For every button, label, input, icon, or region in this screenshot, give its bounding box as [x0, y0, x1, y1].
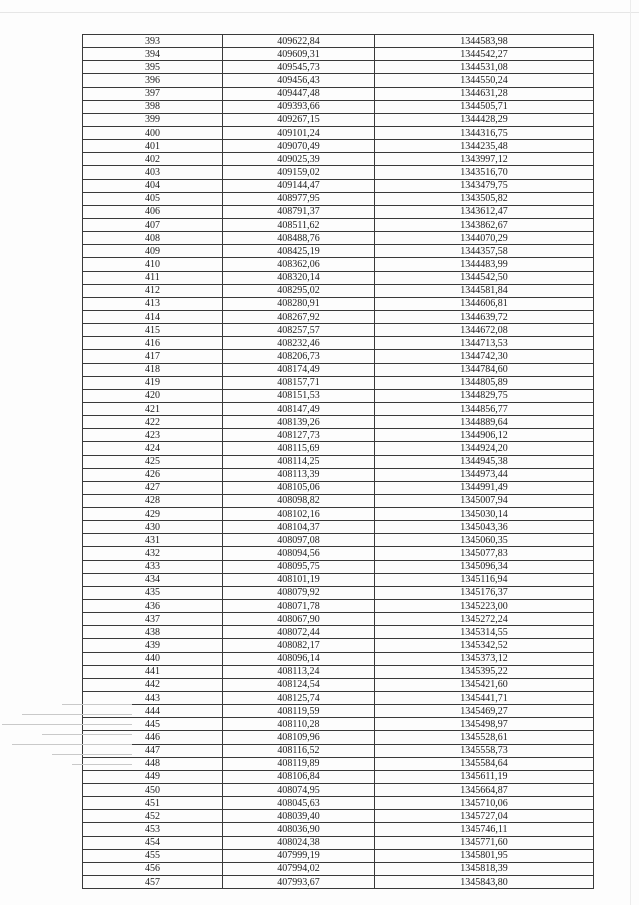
y-coordinate-cell: 1344235,48 — [375, 140, 594, 153]
y-coordinate-cell: 1343997,12 — [375, 153, 594, 166]
y-coordinate-cell: 1344316,75 — [375, 126, 594, 139]
point-number-cell: 407 — [83, 218, 223, 231]
table-row — [83, 324, 594, 337]
point-number-cell: 444 — [83, 705, 223, 718]
x-coordinate-cell: 408113,24 — [223, 665, 375, 678]
table-row — [83, 100, 594, 113]
y-coordinate-cell: 1344542,27 — [375, 48, 594, 61]
point-number-cell: 429 — [83, 508, 223, 521]
x-coordinate-cell: 408511,62 — [223, 218, 375, 231]
point-number-cell: 411 — [83, 271, 223, 284]
table-row — [83, 836, 594, 849]
y-coordinate-cell: 1345558,73 — [375, 744, 594, 757]
x-coordinate-cell: 408362,06 — [223, 258, 375, 271]
x-coordinate-cell: 409025,39 — [223, 153, 375, 166]
table-row — [83, 442, 594, 455]
x-coordinate-cell: 409101,24 — [223, 126, 375, 139]
point-number-cell: 435 — [83, 586, 223, 599]
y-coordinate-cell: 1343516,70 — [375, 166, 594, 179]
x-coordinate-cell: 408116,52 — [223, 744, 375, 757]
table-row — [83, 205, 594, 218]
point-number-cell: 395 — [83, 61, 223, 74]
y-coordinate-cell: 1344531,08 — [375, 61, 594, 74]
table-row — [83, 310, 594, 323]
x-coordinate-cell: 408039,40 — [223, 810, 375, 823]
x-coordinate-cell: 408102,16 — [223, 508, 375, 521]
point-number-cell: 446 — [83, 731, 223, 744]
y-coordinate-cell: 1344889,64 — [375, 416, 594, 429]
point-number-cell: 431 — [83, 534, 223, 547]
x-coordinate-cell: 408280,91 — [223, 297, 375, 310]
point-number-cell: 450 — [83, 784, 223, 797]
point-number-cell: 436 — [83, 600, 223, 613]
table-row — [83, 61, 594, 74]
y-coordinate-cell: 1345664,87 — [375, 784, 594, 797]
y-coordinate-cell: 1344805,89 — [375, 376, 594, 389]
point-number-cell: 423 — [83, 429, 223, 442]
point-number-cell: 401 — [83, 140, 223, 153]
x-coordinate-cell: 409159,02 — [223, 166, 375, 179]
y-coordinate-cell: 1345441,71 — [375, 692, 594, 705]
table-row — [83, 639, 594, 652]
table-row — [83, 271, 594, 284]
point-number-cell: 403 — [83, 166, 223, 179]
y-coordinate-cell: 1345843,80 — [375, 876, 594, 889]
x-coordinate-cell: 408425,19 — [223, 245, 375, 258]
x-coordinate-cell: 409393,66 — [223, 100, 375, 113]
point-number-cell: 416 — [83, 337, 223, 350]
table-row — [83, 218, 594, 231]
y-coordinate-cell: 1344631,28 — [375, 87, 594, 100]
x-coordinate-cell: 409267,15 — [223, 113, 375, 126]
point-number-cell: 456 — [83, 862, 223, 875]
y-coordinate-cell: 1344856,77 — [375, 402, 594, 415]
y-coordinate-cell: 1344924,20 — [375, 442, 594, 455]
point-number-cell: 415 — [83, 324, 223, 337]
point-number-cell: 432 — [83, 547, 223, 560]
table-row — [83, 140, 594, 153]
point-number-cell: 405 — [83, 192, 223, 205]
x-coordinate-cell: 408174,49 — [223, 363, 375, 376]
table-row — [83, 455, 594, 468]
y-coordinate-cell: 1345342,52 — [375, 639, 594, 652]
x-coordinate-cell: 407999,19 — [223, 849, 375, 862]
y-coordinate-cell: 1345469,27 — [375, 705, 594, 718]
table-row — [83, 600, 594, 613]
page-edge-top — [0, 12, 639, 13]
point-number-cell: 418 — [83, 363, 223, 376]
y-coordinate-cell: 1345746,11 — [375, 823, 594, 836]
point-number-cell: 408 — [83, 232, 223, 245]
y-coordinate-cell: 1343505,82 — [375, 192, 594, 205]
table-row — [83, 258, 594, 271]
x-coordinate-cell: 408072,44 — [223, 626, 375, 639]
point-number-cell: 439 — [83, 639, 223, 652]
x-coordinate-cell: 408024,38 — [223, 836, 375, 849]
table-row — [83, 126, 594, 139]
y-coordinate-cell: 1343862,67 — [375, 218, 594, 231]
table-row — [83, 521, 594, 534]
table-row — [83, 823, 594, 836]
x-coordinate-cell: 408113,39 — [223, 468, 375, 481]
point-number-cell: 396 — [83, 74, 223, 87]
faded-stamp-mark — [2, 700, 162, 772]
table-row — [83, 429, 594, 442]
point-number-cell: 442 — [83, 678, 223, 691]
y-coordinate-cell: 1345043,36 — [375, 521, 594, 534]
y-coordinate-cell: 1344742,30 — [375, 350, 594, 363]
point-number-cell: 400 — [83, 126, 223, 139]
point-number-cell: 398 — [83, 100, 223, 113]
y-coordinate-cell: 1345096,34 — [375, 560, 594, 573]
x-coordinate-cell: 409545,73 — [223, 61, 375, 74]
y-coordinate-cell: 1345116,94 — [375, 573, 594, 586]
table-row — [83, 232, 594, 245]
y-coordinate-cell: 1344991,49 — [375, 481, 594, 494]
x-coordinate-cell: 408094,56 — [223, 547, 375, 560]
y-coordinate-cell: 1345077,83 — [375, 547, 594, 560]
table-row — [83, 389, 594, 402]
point-number-cell: 457 — [83, 876, 223, 889]
table-row — [83, 350, 594, 363]
table-row — [83, 337, 594, 350]
x-coordinate-cell: 408295,02 — [223, 284, 375, 297]
table-row — [83, 573, 594, 586]
table-row — [83, 153, 594, 166]
point-number-cell: 430 — [83, 521, 223, 534]
y-coordinate-cell: 1345373,12 — [375, 652, 594, 665]
y-coordinate-cell: 1345771,60 — [375, 836, 594, 849]
point-number-cell: 453 — [83, 823, 223, 836]
x-coordinate-cell: 408151,53 — [223, 389, 375, 402]
table-row — [83, 508, 594, 521]
y-coordinate-cell: 1345727,04 — [375, 810, 594, 823]
table-row — [83, 784, 594, 797]
table-row — [83, 560, 594, 573]
table-row — [83, 192, 594, 205]
x-coordinate-cell: 408791,37 — [223, 205, 375, 218]
point-number-cell: 447 — [83, 744, 223, 757]
y-coordinate-cell: 1345060,35 — [375, 534, 594, 547]
x-coordinate-cell: 408119,89 — [223, 757, 375, 770]
point-number-cell: 402 — [83, 153, 223, 166]
table-row — [83, 245, 594, 258]
point-number-cell: 451 — [83, 797, 223, 810]
y-coordinate-cell: 1345584,64 — [375, 757, 594, 770]
x-coordinate-cell: 408320,14 — [223, 271, 375, 284]
table-row — [83, 416, 594, 429]
y-coordinate-cell: 1345710,06 — [375, 797, 594, 810]
x-coordinate-cell: 408127,73 — [223, 429, 375, 442]
point-number-cell: 437 — [83, 613, 223, 626]
y-coordinate-cell: 1344583,98 — [375, 35, 594, 48]
y-coordinate-cell: 1344906,12 — [375, 429, 594, 442]
x-coordinate-cell: 408125,74 — [223, 692, 375, 705]
x-coordinate-cell: 407993,67 — [223, 876, 375, 889]
point-number-cell: 455 — [83, 849, 223, 862]
table-row — [83, 810, 594, 823]
point-number-cell: 428 — [83, 494, 223, 507]
y-coordinate-cell: 1344829,75 — [375, 389, 594, 402]
x-coordinate-cell: 408488,76 — [223, 232, 375, 245]
point-number-cell: 420 — [83, 389, 223, 402]
y-coordinate-cell: 1343479,75 — [375, 179, 594, 192]
x-coordinate-cell: 407994,02 — [223, 862, 375, 875]
point-number-cell: 440 — [83, 652, 223, 665]
table-row — [83, 113, 594, 126]
point-number-cell: 421 — [83, 402, 223, 415]
point-number-cell: 412 — [83, 284, 223, 297]
table-row — [83, 678, 594, 691]
table-row — [83, 652, 594, 665]
y-coordinate-cell: 1345030,14 — [375, 508, 594, 521]
y-coordinate-cell: 1344581,84 — [375, 284, 594, 297]
page-edge-right — [630, 0, 631, 905]
x-coordinate-cell: 409070,49 — [223, 140, 375, 153]
x-coordinate-cell: 408267,92 — [223, 310, 375, 323]
y-coordinate-cell: 1345801,95 — [375, 849, 594, 862]
x-coordinate-cell: 408071,78 — [223, 600, 375, 613]
y-coordinate-cell: 1345314,55 — [375, 626, 594, 639]
point-number-cell: 448 — [83, 757, 223, 770]
x-coordinate-cell: 409144,47 — [223, 179, 375, 192]
y-coordinate-cell: 1344945,38 — [375, 455, 594, 468]
x-coordinate-cell: 408977,95 — [223, 192, 375, 205]
y-coordinate-cell: 1344357,58 — [375, 245, 594, 258]
table-row — [83, 376, 594, 389]
y-coordinate-cell: 1343612,47 — [375, 205, 594, 218]
y-coordinate-cell: 1345498,97 — [375, 718, 594, 731]
y-coordinate-cell: 1345395,22 — [375, 665, 594, 678]
table-row — [83, 770, 594, 783]
table-row — [83, 166, 594, 179]
point-number-cell: 449 — [83, 770, 223, 783]
point-number-cell: 443 — [83, 692, 223, 705]
point-number-cell: 417 — [83, 350, 223, 363]
point-number-cell: 441 — [83, 665, 223, 678]
point-number-cell: 427 — [83, 481, 223, 494]
table-row — [83, 297, 594, 310]
y-coordinate-cell: 1344483,99 — [375, 258, 594, 271]
point-number-cell: 438 — [83, 626, 223, 639]
x-coordinate-cell: 408106,84 — [223, 770, 375, 783]
table-row — [83, 35, 594, 48]
x-coordinate-cell: 408098,82 — [223, 494, 375, 507]
x-coordinate-cell: 408101,19 — [223, 573, 375, 586]
point-number-cell: 394 — [83, 48, 223, 61]
table-row — [83, 862, 594, 875]
point-number-cell: 397 — [83, 87, 223, 100]
table-row — [83, 74, 594, 87]
table-row — [83, 363, 594, 376]
x-coordinate-cell: 408157,71 — [223, 376, 375, 389]
point-number-cell: 413 — [83, 297, 223, 310]
x-coordinate-cell: 408104,37 — [223, 521, 375, 534]
table-row — [83, 48, 594, 61]
x-coordinate-cell: 409609,31 — [223, 48, 375, 61]
y-coordinate-cell: 1344672,08 — [375, 324, 594, 337]
x-coordinate-cell: 408097,08 — [223, 534, 375, 547]
point-number-cell: 393 — [83, 35, 223, 48]
point-number-cell: 406 — [83, 205, 223, 218]
table-row — [83, 797, 594, 810]
y-coordinate-cell: 1345176,37 — [375, 586, 594, 599]
table-row — [83, 284, 594, 297]
x-coordinate-cell: 409447,48 — [223, 87, 375, 100]
table-row — [83, 179, 594, 192]
point-number-cell: 404 — [83, 179, 223, 192]
y-coordinate-cell: 1344550,24 — [375, 74, 594, 87]
x-coordinate-cell: 408206,73 — [223, 350, 375, 363]
y-coordinate-cell: 1345611,19 — [375, 770, 594, 783]
y-coordinate-cell: 1344784,60 — [375, 363, 594, 376]
x-coordinate-cell: 408105,06 — [223, 481, 375, 494]
y-coordinate-cell: 1344505,71 — [375, 100, 594, 113]
point-number-cell: 422 — [83, 416, 223, 429]
x-coordinate-cell: 408147,49 — [223, 402, 375, 415]
table-row — [83, 494, 594, 507]
y-coordinate-cell: 1345528,61 — [375, 731, 594, 744]
table-row — [83, 547, 594, 560]
y-coordinate-cell: 1345272,24 — [375, 613, 594, 626]
table-row — [83, 87, 594, 100]
table-row — [83, 468, 594, 481]
point-number-cell: 419 — [83, 376, 223, 389]
point-number-cell: 425 — [83, 455, 223, 468]
x-coordinate-cell: 408124,54 — [223, 678, 375, 691]
table-row — [83, 626, 594, 639]
x-coordinate-cell: 408109,96 — [223, 731, 375, 744]
y-coordinate-cell: 1344639,72 — [375, 310, 594, 323]
y-coordinate-cell: 1344070,29 — [375, 232, 594, 245]
point-number-cell: 434 — [83, 573, 223, 586]
x-coordinate-cell: 408096,14 — [223, 652, 375, 665]
point-number-cell: 399 — [83, 113, 223, 126]
table-row — [83, 586, 594, 599]
x-coordinate-cell: 408095,75 — [223, 560, 375, 573]
y-coordinate-cell: 1344542,50 — [375, 271, 594, 284]
x-coordinate-cell: 408119,59 — [223, 705, 375, 718]
x-coordinate-cell: 408067,90 — [223, 613, 375, 626]
x-coordinate-cell: 408232,46 — [223, 337, 375, 350]
x-coordinate-cell: 408139,26 — [223, 416, 375, 429]
point-number-cell: 454 — [83, 836, 223, 849]
x-coordinate-cell: 408114,25 — [223, 455, 375, 468]
point-number-cell: 424 — [83, 442, 223, 455]
x-coordinate-cell: 408115,69 — [223, 442, 375, 455]
y-coordinate-cell: 1345421,60 — [375, 678, 594, 691]
y-coordinate-cell: 1344713,53 — [375, 337, 594, 350]
point-number-cell: 445 — [83, 718, 223, 731]
table-row — [83, 876, 594, 889]
table-row — [83, 481, 594, 494]
y-coordinate-cell: 1344428,29 — [375, 113, 594, 126]
table-row — [83, 849, 594, 862]
point-number-cell: 414 — [83, 310, 223, 323]
x-coordinate-cell: 408079,92 — [223, 586, 375, 599]
x-coordinate-cell: 409456,43 — [223, 74, 375, 87]
point-number-cell: 409 — [83, 245, 223, 258]
table-row — [83, 534, 594, 547]
x-coordinate-cell: 409622,84 — [223, 35, 375, 48]
x-coordinate-cell: 408257,57 — [223, 324, 375, 337]
point-number-cell: 452 — [83, 810, 223, 823]
point-number-cell: 410 — [83, 258, 223, 271]
y-coordinate-cell: 1345818,39 — [375, 862, 594, 875]
y-coordinate-cell: 1344973,44 — [375, 468, 594, 481]
x-coordinate-cell: 408082,17 — [223, 639, 375, 652]
point-number-cell: 433 — [83, 560, 223, 573]
table-row — [83, 613, 594, 626]
x-coordinate-cell: 408045,63 — [223, 797, 375, 810]
y-coordinate-cell: 1344606,81 — [375, 297, 594, 310]
point-number-cell: 426 — [83, 468, 223, 481]
y-coordinate-cell: 1345223,00 — [375, 600, 594, 613]
x-coordinate-cell: 408036,90 — [223, 823, 375, 836]
table-row — [83, 402, 594, 415]
x-coordinate-cell: 408110,28 — [223, 718, 375, 731]
y-coordinate-cell: 1345007,94 — [375, 494, 594, 507]
table-row — [83, 665, 594, 678]
x-coordinate-cell: 408074,95 — [223, 784, 375, 797]
